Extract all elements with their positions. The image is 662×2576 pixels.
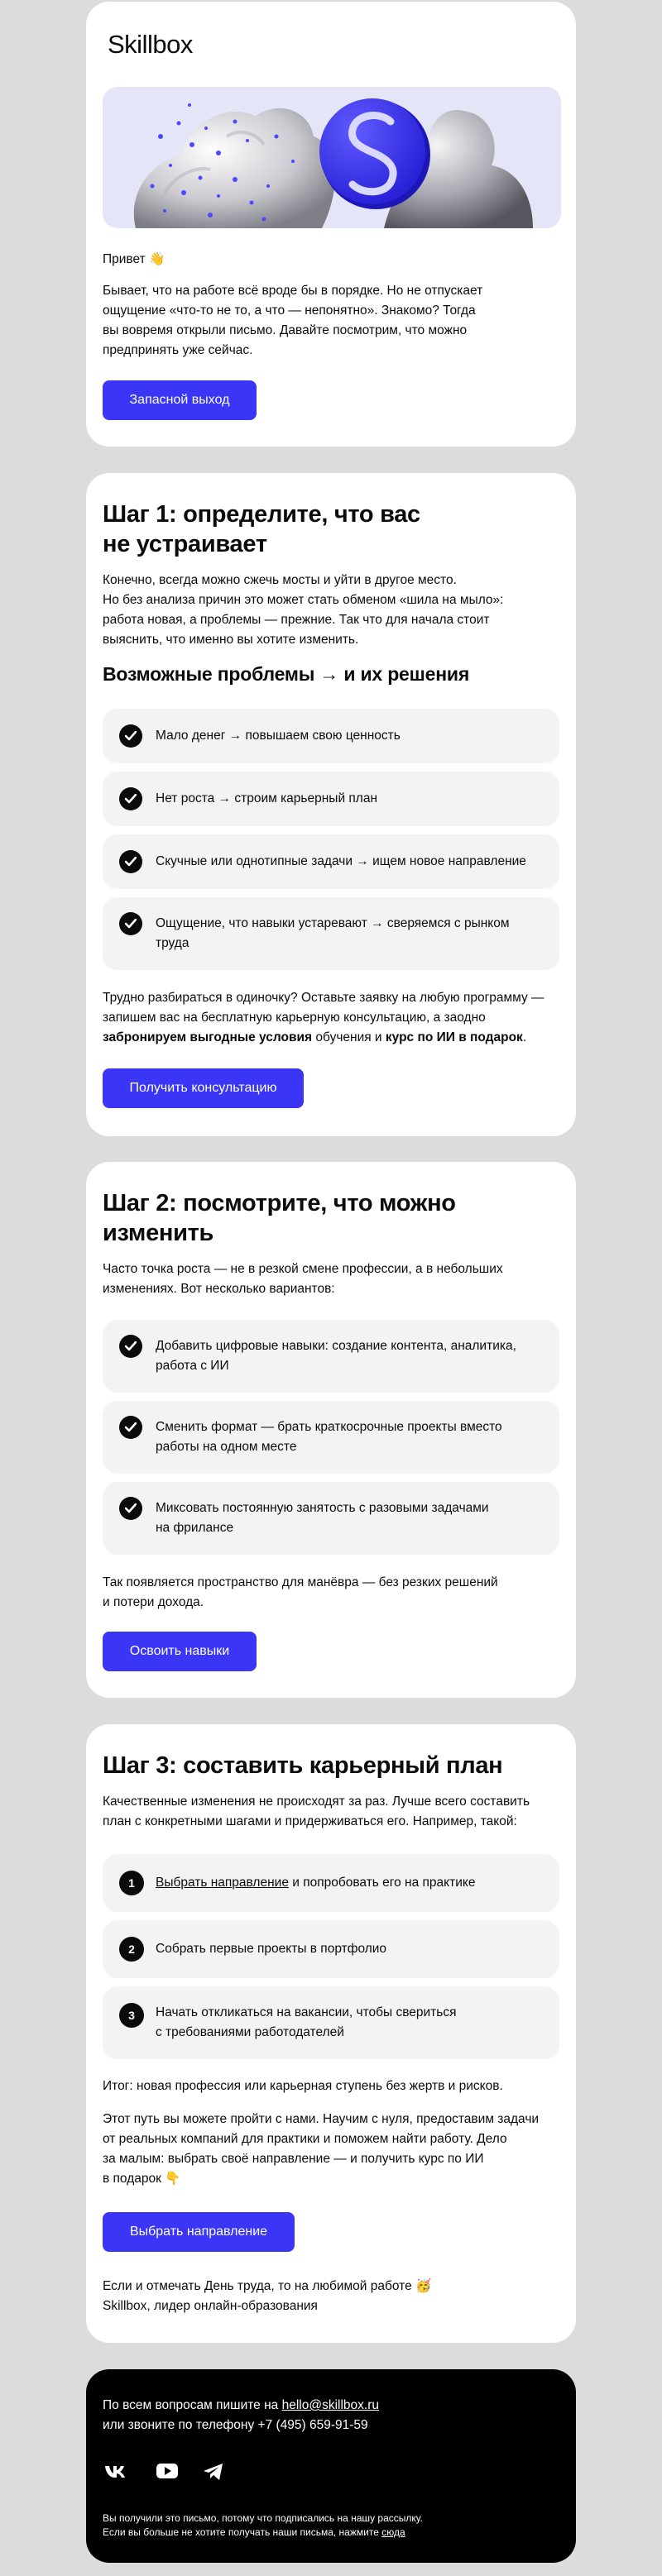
outro-bold: курс по ИИ в подарок [385, 1030, 523, 1044]
intro-paragraph [103, 281, 558, 361]
intro-line: вы вовремя открыли письмо. Давайте посмотрим, что можно [103, 323, 468, 337]
plan-step-item [103, 1854, 559, 1912]
footer [86, 2369, 576, 2563]
problem-text-line: Ощущение, что навыки устаревают → сверяемся с рынком [156, 916, 510, 930]
choose-direction-link[interactable]: Выбрать направление [156, 1876, 289, 1890]
hero-illustration [103, 87, 561, 228]
step1-title-line: не устраивает [103, 531, 267, 557]
step3-title: Шаг 3: составить карьерный план [103, 1752, 503, 1779]
youtube-icon[interactable] [156, 2462, 179, 2484]
check-icon [119, 912, 142, 935]
step3-line: от реальных компаний для практики и поможем найти работу. Дело [103, 2132, 507, 2146]
vk-icon[interactable] [104, 2462, 127, 2484]
check-icon [119, 724, 142, 748]
intro-card [86, 2, 576, 447]
step1-line: Но без анализа причин это может стать обменом «шила на мыло»: [103, 593, 504, 607]
outro-line: и потери дохода. [103, 1595, 204, 1609]
option-text-line: работа с ИИ [156, 1359, 229, 1373]
problems-subtitle: Возможные проблемы → и их решения [103, 663, 470, 685]
step1-line: выяснить, что именно вы хотите изменить. [103, 633, 359, 647]
plan-step-item [103, 1920, 559, 1978]
problem-text-line: труда [156, 936, 189, 950]
signature [103, 2277, 558, 2316]
step2-outro [103, 1573, 558, 1613]
step2-title-line: изменить [103, 1220, 214, 1246]
intro-line: предпринять уже сейчас. [103, 343, 253, 357]
footer-contacts [103, 2396, 558, 2435]
signature-line: Skillbox, лидер онлайн-образования [103, 2299, 318, 2313]
option-text-line: Добавить цифровые навыки: создание контента, аналитика, [156, 1339, 516, 1353]
step1-title [103, 499, 566, 559]
option-text [156, 1417, 544, 1457]
step1-line: работа новая, а проблемы — прежние. Так что для начала стоит [103, 613, 490, 627]
phone-line: или звоните по телефону +7 (495) 659-91-59 [103, 2418, 368, 2432]
step2-title-line: Шаг 2: посмотрите, что можно [103, 1190, 456, 1216]
plan-step-line: с требованиями работодателей [156, 2025, 344, 2039]
check-icon [119, 850, 142, 873]
step-number-badge: 3 [119, 2003, 144, 2028]
step3-paragraph [103, 1792, 558, 1832]
plan-step-line: Начать откликаться на вакансии, чтобы свериться [156, 2005, 457, 2019]
step3-line: Этот путь вы можете пройти с нами. Научим с нуля, предоставим задачи [103, 2112, 540, 2126]
notice-line [103, 2526, 559, 2540]
problem-item [103, 772, 559, 826]
step-number-badge: 1 [119, 1871, 144, 1895]
option-item [103, 1320, 559, 1393]
footer-notice [103, 2511, 559, 2540]
step3-line: в подарок 👇 [103, 2172, 181, 2186]
problem-item [103, 897, 559, 970]
problem-text: Скучные или однотипные задачи → ищем новое направление [156, 854, 526, 868]
plan-step-text [156, 1873, 544, 1893]
step2-card [86, 1162, 576, 1698]
plan-step-rest: и попробовать его на практике [288, 1876, 476, 1890]
problem-item [103, 709, 559, 763]
problem-item [103, 834, 559, 889]
greeting: Привет 👋 [103, 252, 166, 266]
step1-outro [103, 988, 566, 1048]
step2-paragraph [103, 1259, 558, 1299]
get-consultation-button[interactable]: Получить консультацию [103, 1068, 304, 1108]
step3-result: Итог: новая профессия или карьерная ступень без жертв и рисков. [103, 2079, 503, 2093]
outro-line: Трудно разбираться в одиночку? Оставьте заявку на любую программу — [103, 991, 544, 1005]
option-item [103, 1482, 559, 1555]
option-text-line: Сменить формат — брать краткосрочные проекты вместо [156, 1420, 502, 1434]
problem-text: Мало денег → повышаем свою ценность [156, 729, 401, 743]
outro-text: обучения и [312, 1030, 386, 1044]
step1-title-line: Шаг 1: определите, что вас [103, 501, 420, 528]
step3-card [86, 1724, 576, 2343]
step3-line: за малым: выбрать своё направление — и получить курс по ИИ [103, 2152, 484, 2166]
problem-text: Нет роста → строим карьерный план [156, 791, 378, 805]
learn-skills-button[interactable]: Освоить навыки [103, 1632, 257, 1671]
intro-line: Бывает, что на работе всё вроде бы в порядке. Но не отпускает [103, 284, 483, 298]
step3-line: Качественные изменения не происходят за раз. Лучше всего составить [103, 1795, 530, 1809]
step3-line: план с конкретными шагами и придерживаться его. Например, такой: [103, 1814, 517, 1828]
plan-step-text [156, 2003, 544, 2043]
outro-line: запишем вас на бесплатную карьерную консультацию, а заодно [103, 1011, 486, 1025]
intro-line: ощущение «что-то не то, а что — непонятно». Знакомо? Тогда [103, 303, 476, 318]
problem-text [156, 914, 544, 953]
check-icon [119, 1335, 142, 1358]
check-icon [119, 787, 142, 810]
notice-text: Если вы больше не хотите получать наши письма, нажмите [103, 2526, 382, 2538]
notice-line: Вы получили это письмо, потому что подписались на нашу рассылку. [103, 2512, 423, 2524]
outro-line: Так появляется пространство для манёвра — без резких решений [103, 1575, 498, 1589]
contact-line [103, 2396, 558, 2416]
unsubscribe-link[interactable]: сюда [381, 2526, 405, 2538]
option-text-line: работы на одном месте [156, 1440, 297, 1454]
signature-line: Если и отмечать День труда, то на любимой работе 🥳 [103, 2279, 432, 2293]
skillbox-logo[interactable]: Skillbox [108, 30, 193, 59]
option-text [156, 1336, 544, 1376]
step3-paragraph2 [103, 2110, 566, 2189]
check-icon [119, 1497, 142, 1520]
telegram-icon[interactable] [202, 2462, 225, 2486]
email-link[interactable]: hello@skillbox.ru [281, 2398, 379, 2412]
contact-text: По всем вопросам пишите на [103, 2398, 282, 2412]
step1-card [86, 473, 576, 1136]
plan-step-text: Собрать первые проекты в портфолио [156, 1942, 387, 1956]
step2-line: изменениях. Вот несколько вариантов: [103, 1282, 335, 1296]
option-text-line: Миксовать постоянную занятость с разовыми задачами [156, 1501, 489, 1515]
check-icon [119, 1416, 142, 1439]
step2-title [103, 1188, 566, 1248]
option-item [103, 1401, 559, 1474]
step1-line: Конечно, всегда можно сжечь мосты и уйти в другое место. [103, 573, 457, 587]
step2-line: Часто точка роста — не в резкой смене профессии, а в небольших [103, 1262, 503, 1276]
plan-step-item [103, 1986, 559, 2059]
hero-image [103, 87, 561, 228]
choose-direction-button[interactable]: Выбрать направление [103, 2212, 295, 2252]
option-text-line: на фрилансе [156, 1521, 234, 1535]
step-number-badge: 2 [119, 1937, 144, 1962]
outro-text: . [522, 1030, 527, 1044]
step1-paragraph [103, 571, 558, 650]
option-text [156, 1498, 544, 1538]
spare-exit-button[interactable]: Запасной выход [103, 380, 257, 420]
outro-bold: забронируем выгодные условия [103, 1030, 313, 1044]
outro-line [103, 1028, 566, 1048]
